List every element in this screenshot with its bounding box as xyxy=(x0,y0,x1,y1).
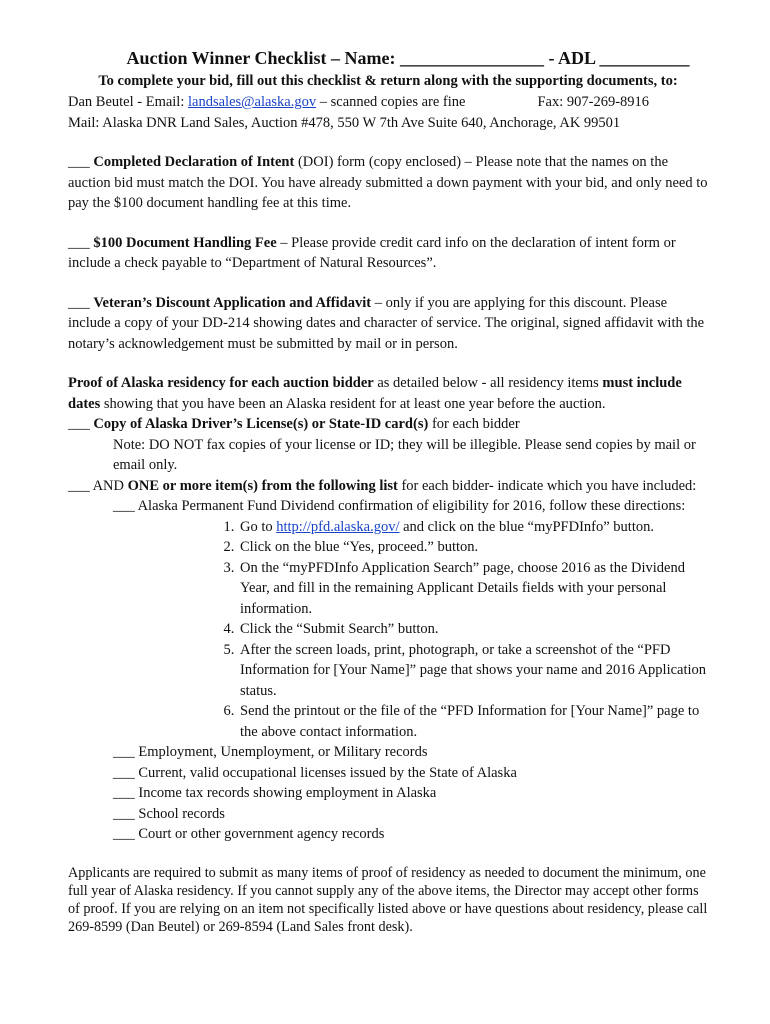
item-text: (DOI) form (copy enclosed) – Please note that the names on the auction bid must match the DOI. You have already submitted a down payment with your bid, and only need to pay the $100 document handling fee at this time. xyxy=(68,154,708,211)
pfd-block xyxy=(68,496,708,517)
pfd-link[interactable]: http://pfd.alaska.gov/ xyxy=(276,518,400,535)
list-item: 3. On the “myPFDInfo Application Search” page, choose 2016 as the Dividend Year, and fill in the remaining Applicant Details fields with your personal information. xyxy=(238,558,708,620)
item-text: for each bidder- indicate which you have included: xyxy=(397,477,697,494)
fax-number: Fax: 907-269-8916 xyxy=(537,94,650,110)
list-item: 5. After the screen loads, print, photograph, or take a screenshot of the “PFD Information for [Your Name]” page that shows your name and 2016 Application status. xyxy=(238,640,708,702)
checklist-subitem[interactable]: ___ Employment, Unemployment, or Military records xyxy=(113,744,428,760)
checklist-subitem[interactable]: ___ School records xyxy=(113,805,225,822)
closing-paragraph: Applicants are required to submit as many items of proof of residency as needed to document the minimum, one full year of Alaska residency. If you cannot supply any of the above items, the Director may accept other forms of proof. If you are relying on an item not specifically listed above or have questions about residency, please call 269-8599 (Dan Beutel) or 269-8594 (Land Sales front desk). xyxy=(68,864,708,935)
checklist-subitem[interactable]: ___ Income tax records showing employment in Alaska xyxy=(113,785,437,801)
list-item: 4. Click the “Submit Search” button. xyxy=(238,619,708,640)
list-item: 2. Click on the blue “Yes, proceed.” button. xyxy=(238,537,708,558)
checkbox-blank[interactable]: ___ xyxy=(68,154,90,170)
license-note-block xyxy=(68,435,708,476)
residency-text-2: showing that you have been an Alaska resident for at least one year before the auction. xyxy=(100,395,606,412)
checklist-item-license xyxy=(68,414,708,435)
checkbox-blank[interactable]: ___ xyxy=(68,416,90,432)
license-note: Note: DO NOT fax copies of your license or ID; they will be illegible. Please send copies by mail or email only. xyxy=(113,436,696,473)
email-note: – scanned copies are fine xyxy=(316,94,466,110)
contact-line xyxy=(68,92,708,113)
item-title: Completed Declaration of Intent xyxy=(93,154,295,170)
item-text: – Please provide credit card info on the declaration of intent form or include a check payable to “Department of Natural Resources”. xyxy=(68,234,676,271)
item-title: Veteran’s Discount Application and Affidavit xyxy=(93,294,372,311)
checkbox-blank[interactable]: ___ xyxy=(68,477,90,494)
checkbox-blank[interactable]: ___ xyxy=(68,294,90,311)
checklist-subitem[interactable]: ___ Court or other government agency records xyxy=(113,826,385,842)
residency-intro xyxy=(68,373,708,414)
step-text: and click on the blue “myPFDInfo” button. xyxy=(399,518,654,535)
checklist-subitem-pfd[interactable]: ___ Alaska Permanent Fund Dividend confirmation of eligibility for 2016, follow these directions: xyxy=(113,498,686,514)
closing-paragraph-block xyxy=(68,864,708,936)
checklist-item-veteran xyxy=(68,293,708,355)
checkbox-blank[interactable]: ___ xyxy=(68,234,90,251)
and-text: AND xyxy=(89,477,128,494)
item-text: – only if you are applying for this discount. Please include a copy of your DD-214 showing dates and character of service. The original, signed affidavit with the notary’s acknowledgement must be submitted by mail or in person. xyxy=(68,294,705,352)
list-item: 6. Send the printout or the file of the “PFD Information for [Your Name]” page to the above contact information. xyxy=(238,701,708,742)
item-title: $100 Document Handling Fee xyxy=(93,234,277,251)
instruction-line: To complete your bid, fill out this checklist & return along with the supporting documents, to: xyxy=(98,73,678,89)
residency-other-items xyxy=(68,742,708,845)
checklist-item-fee xyxy=(68,233,708,274)
contact-email-line xyxy=(68,92,465,113)
page-title: Auction Winner Checklist – Name: ________________ - ADL __________ xyxy=(126,48,690,68)
step-text: Go to xyxy=(240,518,277,535)
residency-title: Proof of Alaska residency for each auction bidder xyxy=(68,375,374,391)
item-title: ONE or more item(s) from the following list xyxy=(127,477,398,494)
residency-emphasis: must include dates xyxy=(68,375,682,412)
residency-text: as detailed below - all residency items xyxy=(373,375,603,391)
checklist-item-doi xyxy=(68,152,708,214)
item-title: Copy of Alaska Driver’s License(s) or State-ID card(s) xyxy=(93,416,429,432)
pfd-steps-list xyxy=(68,517,708,743)
mail-address: Mail: Alaska DNR Land Sales, Auction #478, 550 W 7th Ave Suite 640, Anchorage, AK 99501 xyxy=(68,114,621,131)
email-link[interactable]: landsales@alaska.gov xyxy=(188,94,317,110)
list-item xyxy=(238,517,708,538)
checklist-item-and-list xyxy=(68,476,708,497)
contact-name: Dan Beutel - Email: xyxy=(68,94,188,110)
item-text: for each bidder xyxy=(428,416,520,432)
checklist-subitem[interactable]: ___ Current, valid occupational licenses issued by the State of Alaska xyxy=(113,764,517,781)
